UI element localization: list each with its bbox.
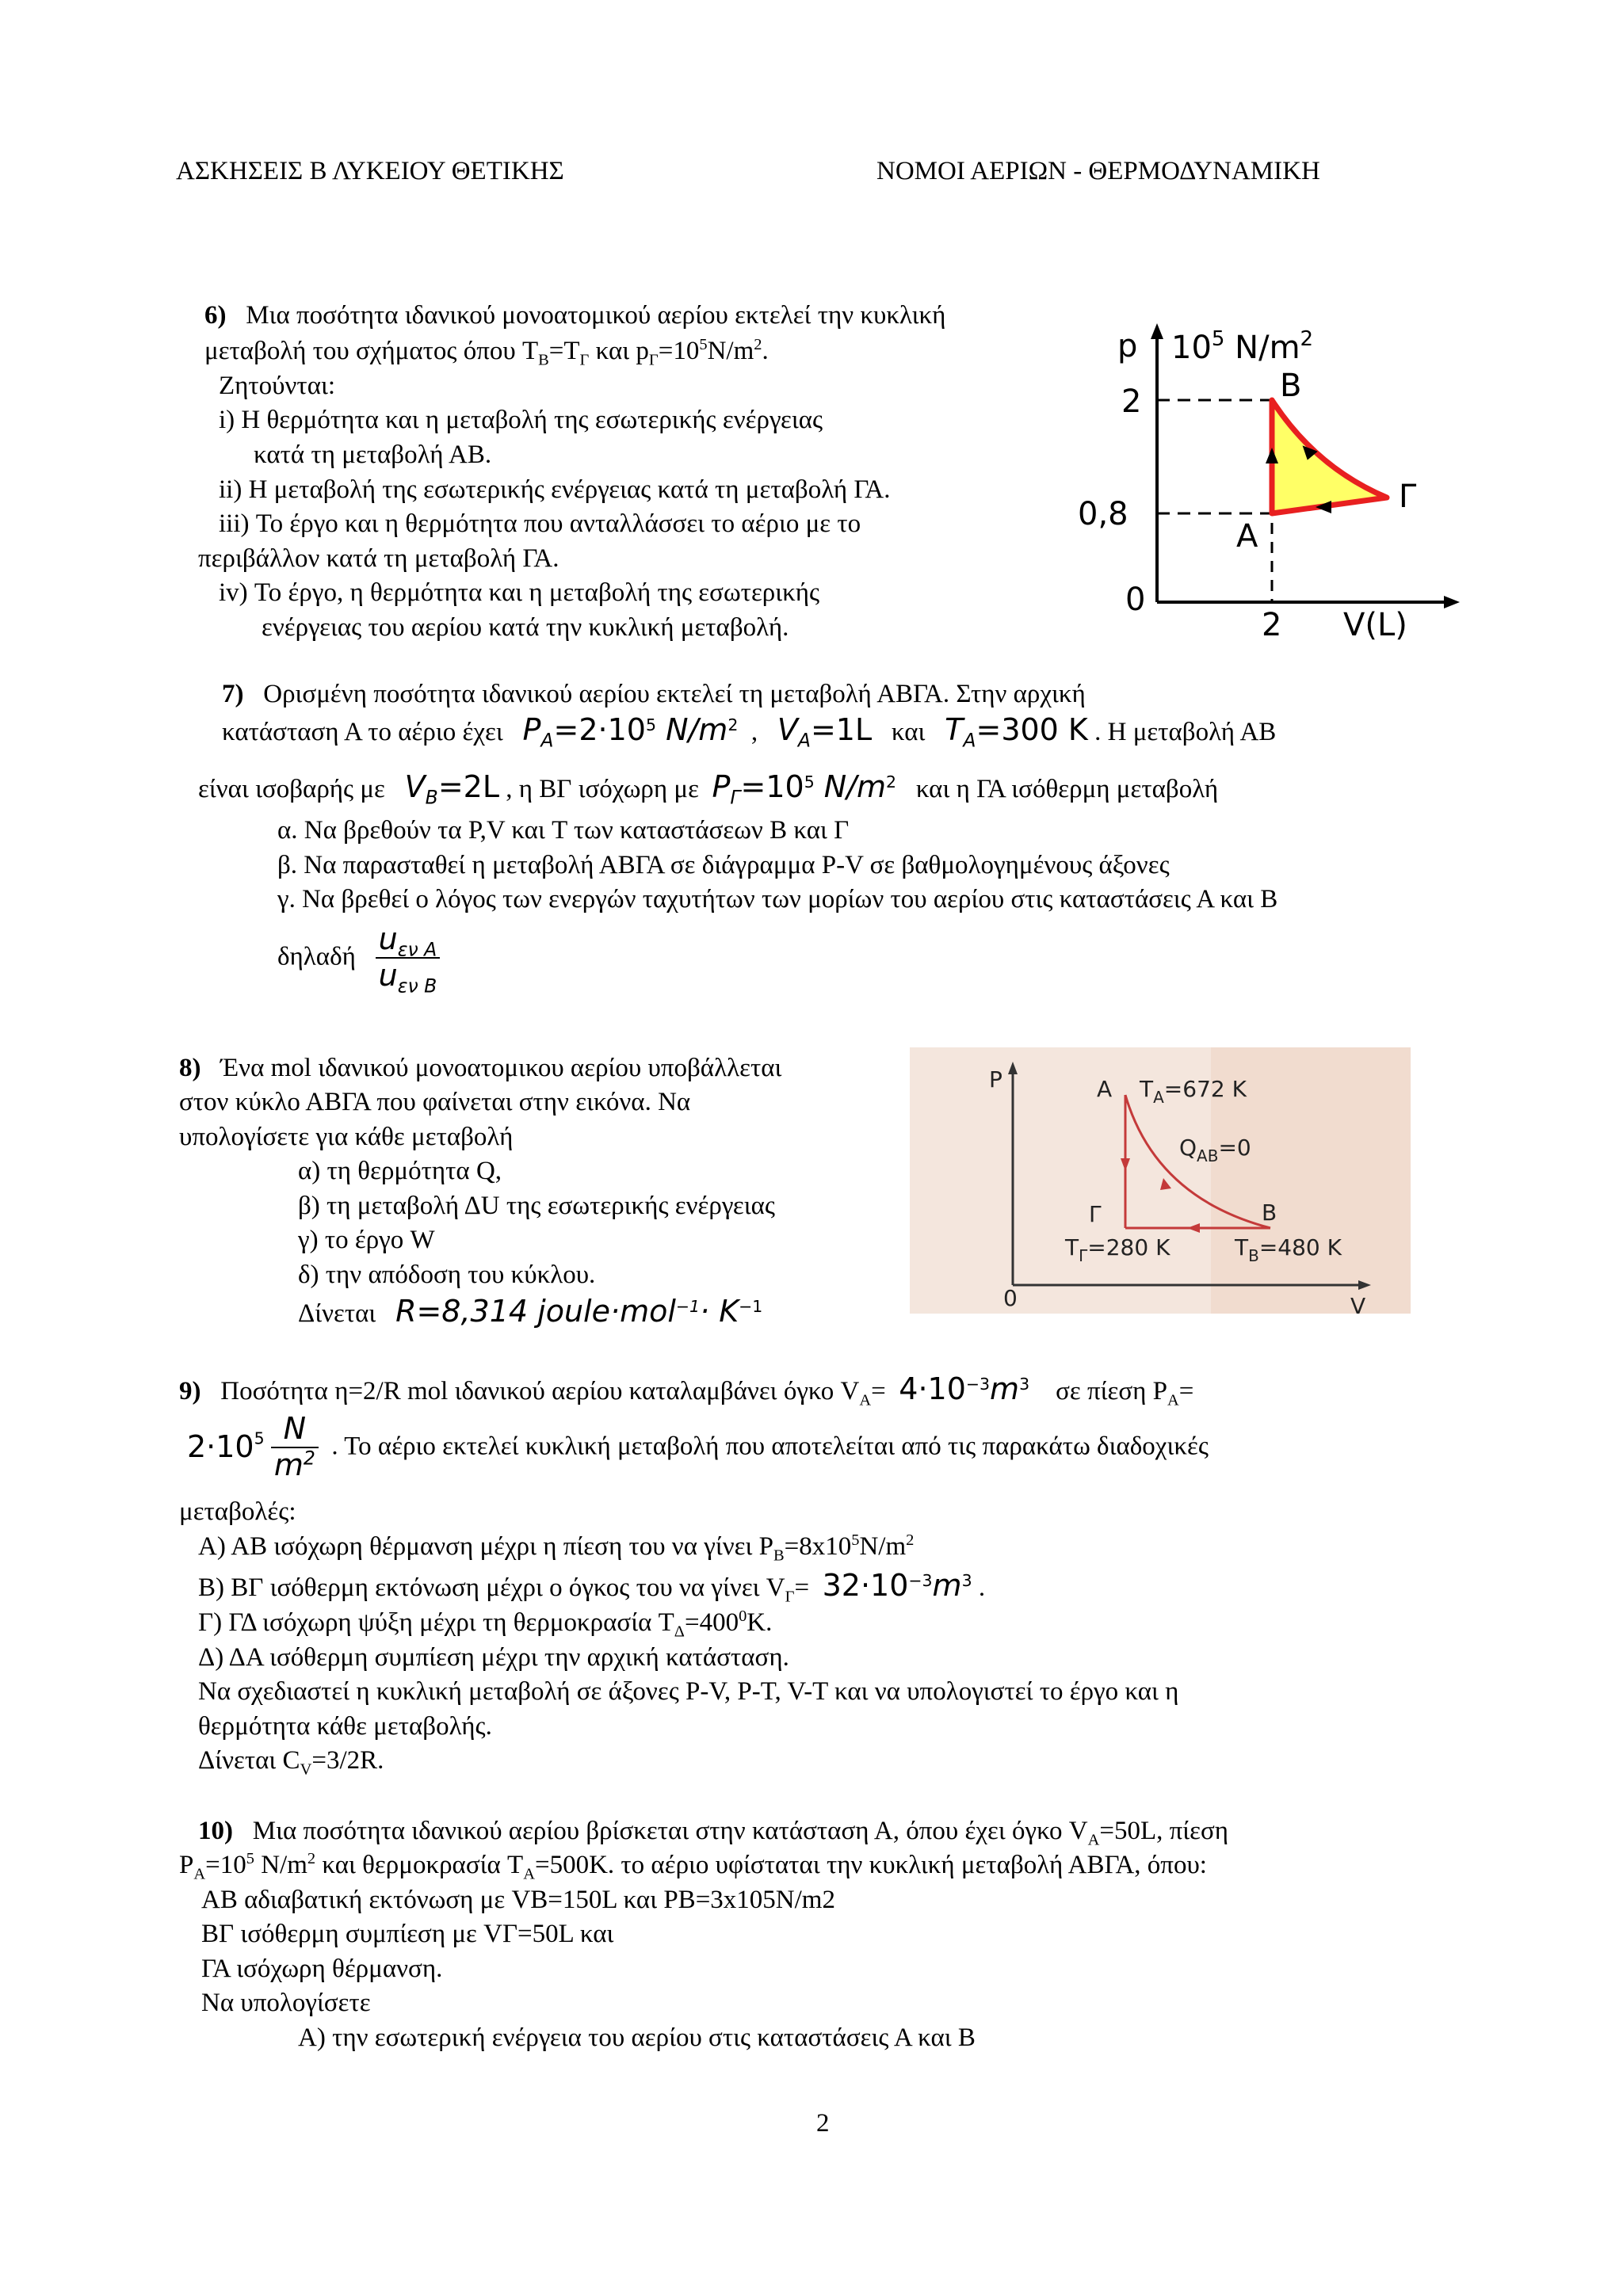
ex6-cycle-region: [1272, 400, 1387, 513]
ex8-line-3: υπολογίσετε για κάθε μεταβολή: [179, 1123, 514, 1151]
ex9-task-2: θερμότητα κάθε μεταβολής.: [198, 1712, 492, 1741]
ex8-line-2: στον κύκλο ΑΒΓΑ που φαίνεται στην εικόνα. Να: [179, 1088, 691, 1116]
ex6-requested: Ζητούνται:: [219, 372, 336, 400]
ex7-number: 7): [222, 680, 244, 708]
ex8-pv-diagram: [910, 1047, 1411, 1314]
header-right: ΝΟΜΟΙ ΑΕΡΙΩΝ - ΘΕΡΜΟΔΥΝΑΜΙΚΗ: [876, 157, 1320, 185]
ex9-step-G: Γ) ΓΔ ισόχωρη ψύξη μέχρι τη θερμοκρασία $T_\Delta=400^0K$.: [198, 1608, 773, 1641]
ex8-number: 8): [179, 1054, 201, 1082]
ex10-line-2: $P_A=10^5$ $N/m^2$ και θερμοκρασία $T_A=500K$. το αέριο υφίσταται την κυκλική μεταβολή ΑΒΓΑ, όπου:: [179, 1850, 1207, 1883]
ex7-item-a: α. Να βρεθούν τα P,V και T των καταστάσεων Β και Γ: [277, 816, 850, 845]
ex7-line-2: κατάσταση Α το αέριο έχει $P_A=2\cdot 10^5$ $N/m^2$ , $V_A=1L$ και $T_A=300$ K . Η μεταβολή ΑΒ: [222, 712, 1277, 752]
ex6-item-ii: ii) Η μεταβολή της εσωτερικής ενέργειας κατά τη μεταβολή ΓΑ.: [219, 475, 891, 504]
ex6-item-iv-cont: ενέργειας του αερίου κατά την κυκλική μεταβολή.: [262, 613, 789, 642]
page-number: 2: [816, 2109, 830, 2138]
header-left: ΑΣΚΗΣΕΙΣ Β ΛΥΚΕΙΟΥ ΘΕΤΙΚΗΣ: [176, 157, 564, 185]
ex6-xlabel: V(L): [1343, 607, 1407, 642]
ex9-given: Δίνεται $C_V=3/2R$.: [198, 1746, 384, 1779]
ex10-line-3: ΑΒ αδιαβατική εκτόνωση με VB=150L και PB=3x105N/m2: [201, 1886, 835, 1914]
ex8-TG-label: $T_\Gamma=280$ K: [1065, 1234, 1170, 1265]
ex10-line-7: Α) την εσωτερική ενέργεια του αερίου στις καταστάσεις Α και Β: [298, 2023, 976, 2052]
ex6-tick-x2: 2: [1262, 607, 1282, 642]
ex6-item-iii-cont: περιβάλλον κατά τη μεταβολή ΓΑ.: [198, 544, 559, 573]
ex10-number: 10): [198, 1817, 233, 1845]
ex6-line-2: μεταβολή του σχήματος όπου $T_B=T_\Gamma$ και $p_\Gamma=10^5N/m^2$.: [204, 336, 769, 369]
ex8-TA-label: $T_A=672$ K: [1140, 1076, 1247, 1107]
ex6-point-B: B: [1280, 368, 1302, 404]
ex6-item-iii: iii) Το έργο και η θερμότητα που ανταλλάσσει το αέριο με το: [219, 509, 861, 538]
ex9-step-A: Α) ΑΒ ισόχωρη θέρμανση μέχρι η πίεση του να γίνει $P_B=8x10^5N/m^2$: [198, 1531, 915, 1565]
ex6-item-i-cont: κατά τη μεταβολή ΑΒ.: [254, 441, 492, 469]
ex9-line-1: 9) Ποσότητα η=2/R mol ιδανικού αερίου καταλαμβάνει όγκο $V_A= 4\cdot 10^{-3}m^3$ σε πίεση $P_A=$: [179, 1371, 1194, 1409]
ex7-item-b: β. Να παρασταθεί η μεταβολή ΑΒΓΑ σε διάγραμμα P-V σε βαθμολογημένους άξονες: [277, 851, 1170, 879]
ex8-item-a: α) τη θερμότητα Q,: [298, 1157, 502, 1185]
ex9-step-B: Β) ΒΓ ισόθερμη εκτόνωση μέχρι ο όγκος του να γίνει $V_\Gamma= 32\cdot 10^{-3}m^3$ .: [198, 1568, 986, 1606]
ex6-item-iv: iv) Το έργο, η θερμότητα και η μεταβολή της εσωτερικής: [219, 578, 820, 607]
ex8-item-c: γ) το έργο W: [298, 1226, 435, 1254]
ex6-p-label: p: [1117, 328, 1138, 364]
ex8-QAB-label: $Q_{AB}=0$: [1179, 1135, 1251, 1165]
ex10-line-1: 10) Μια ποσότητα ιδανικού αερίου βρίσκεται στην κατάσταση Α, όπου έχει όγκο $V_A=50L$, πίεση: [198, 1817, 1229, 1849]
ex9-step-D: Δ) ΔΑ ισόθερμη συμπίεση μέχρι την αρχική κατάσταση.: [198, 1643, 789, 1672]
ex8-point-G: Γ: [1089, 1201, 1102, 1227]
ex6-item-i: i) Η θερμότητα και η μεταβολή της εσωτερικής ενέργειας: [219, 406, 823, 434]
ex8-TB-label: $T_B=480$ K: [1235, 1234, 1342, 1265]
ex6-origin: 0: [1125, 582, 1146, 618]
ex9-number: 9): [179, 1377, 201, 1405]
ex8-item-b: β) τη μεταβολή ΔU της εσωτερικής ενέργειας: [298, 1192, 775, 1220]
ex6-point-A: A: [1236, 518, 1258, 555]
ex9-task-1: Να σχεδιαστεί η κυκλική μεταβολή σε άξονες P-V, P-T, V-T και να υπολογιστεί το έργο και η: [198, 1677, 1179, 1706]
ex9-line-2: $2\cdot 10^5$ $\frac{N}{m^2}$ . Το αέριο εκτελεί κυκλική μεταβολή που αποτελείται από τις παρακάτω διαδοχικές: [187, 1411, 1209, 1482]
ex6-unit-label: $10^5$ $N/m^2$: [1171, 327, 1314, 366]
ex7-item-c: γ. Να βρεθεί ο λόγος των ενεργών ταχυτήτων των μορίων του αερίου στις καταστάσεις Α και Β: [277, 885, 1278, 913]
ex8-item-d: δ) την απόδοση του κύκλου.: [298, 1261, 596, 1289]
ex10-line-4: ΒΓ ισόθερμη συμπίεση με VΓ=50L και: [201, 1920, 614, 1948]
ex9-line-3: μεταβολές:: [179, 1497, 296, 1526]
ex10-line-5: ΓΑ ισόχωρη θέρμανση.: [201, 1955, 443, 1983]
ex6-line-1: [204, 301, 945, 331]
ex6-point-G: Γ: [1399, 479, 1417, 515]
ex8-point-A: A: [1097, 1076, 1113, 1102]
ex7-line-3: είναι ισοβαρής με $V_B=2L$ , η ΒΓ ισόχωρη με $P_\Gamma=10^5$ $N/m^2$ και η ΓΑ ισόθερμη μεταβολή: [198, 769, 1219, 809]
ex8-point-B: B: [1262, 1199, 1277, 1226]
ex7-ratio: δηλαδή $\frac{u_{\varepsilon\nu A}}{u_{\varepsilon\nu B}}$: [277, 922, 440, 993]
ex6-tick-2: 2: [1121, 383, 1142, 420]
ex6-number: 6): [204, 301, 227, 330]
ex7-line-1: 7) Ορισμένη ποσότητα ιδανικού αερίου εκτελεί τη μεταβολή ΑΒΓΑ. Στην αρχική: [222, 680, 1086, 708]
ex8-line-1: 8) Ένα mol ιδανικού μονοατομικου αερίου υποβάλλεται: [179, 1054, 782, 1082]
ex8-given: Δίνεται R=8,314 joule·mol$^{-1}$· $K^{-1}$: [298, 1294, 763, 1329]
ex6-tick-08: 0,8: [1078, 496, 1128, 532]
ex8-origin: 0: [1003, 1285, 1018, 1311]
ex10-line-6: Να υπολογίσετε: [201, 1989, 371, 2017]
ex8-axis-P: P: [989, 1066, 1002, 1093]
ex8-axis-V: V: [1350, 1293, 1366, 1314]
ex6-pv-diagram: [1078, 317, 1474, 642]
ex6-text: Μια ποσότητα ιδανικού μονοατομικού αερίου εκτελεί την κυκλική: [246, 301, 946, 330]
